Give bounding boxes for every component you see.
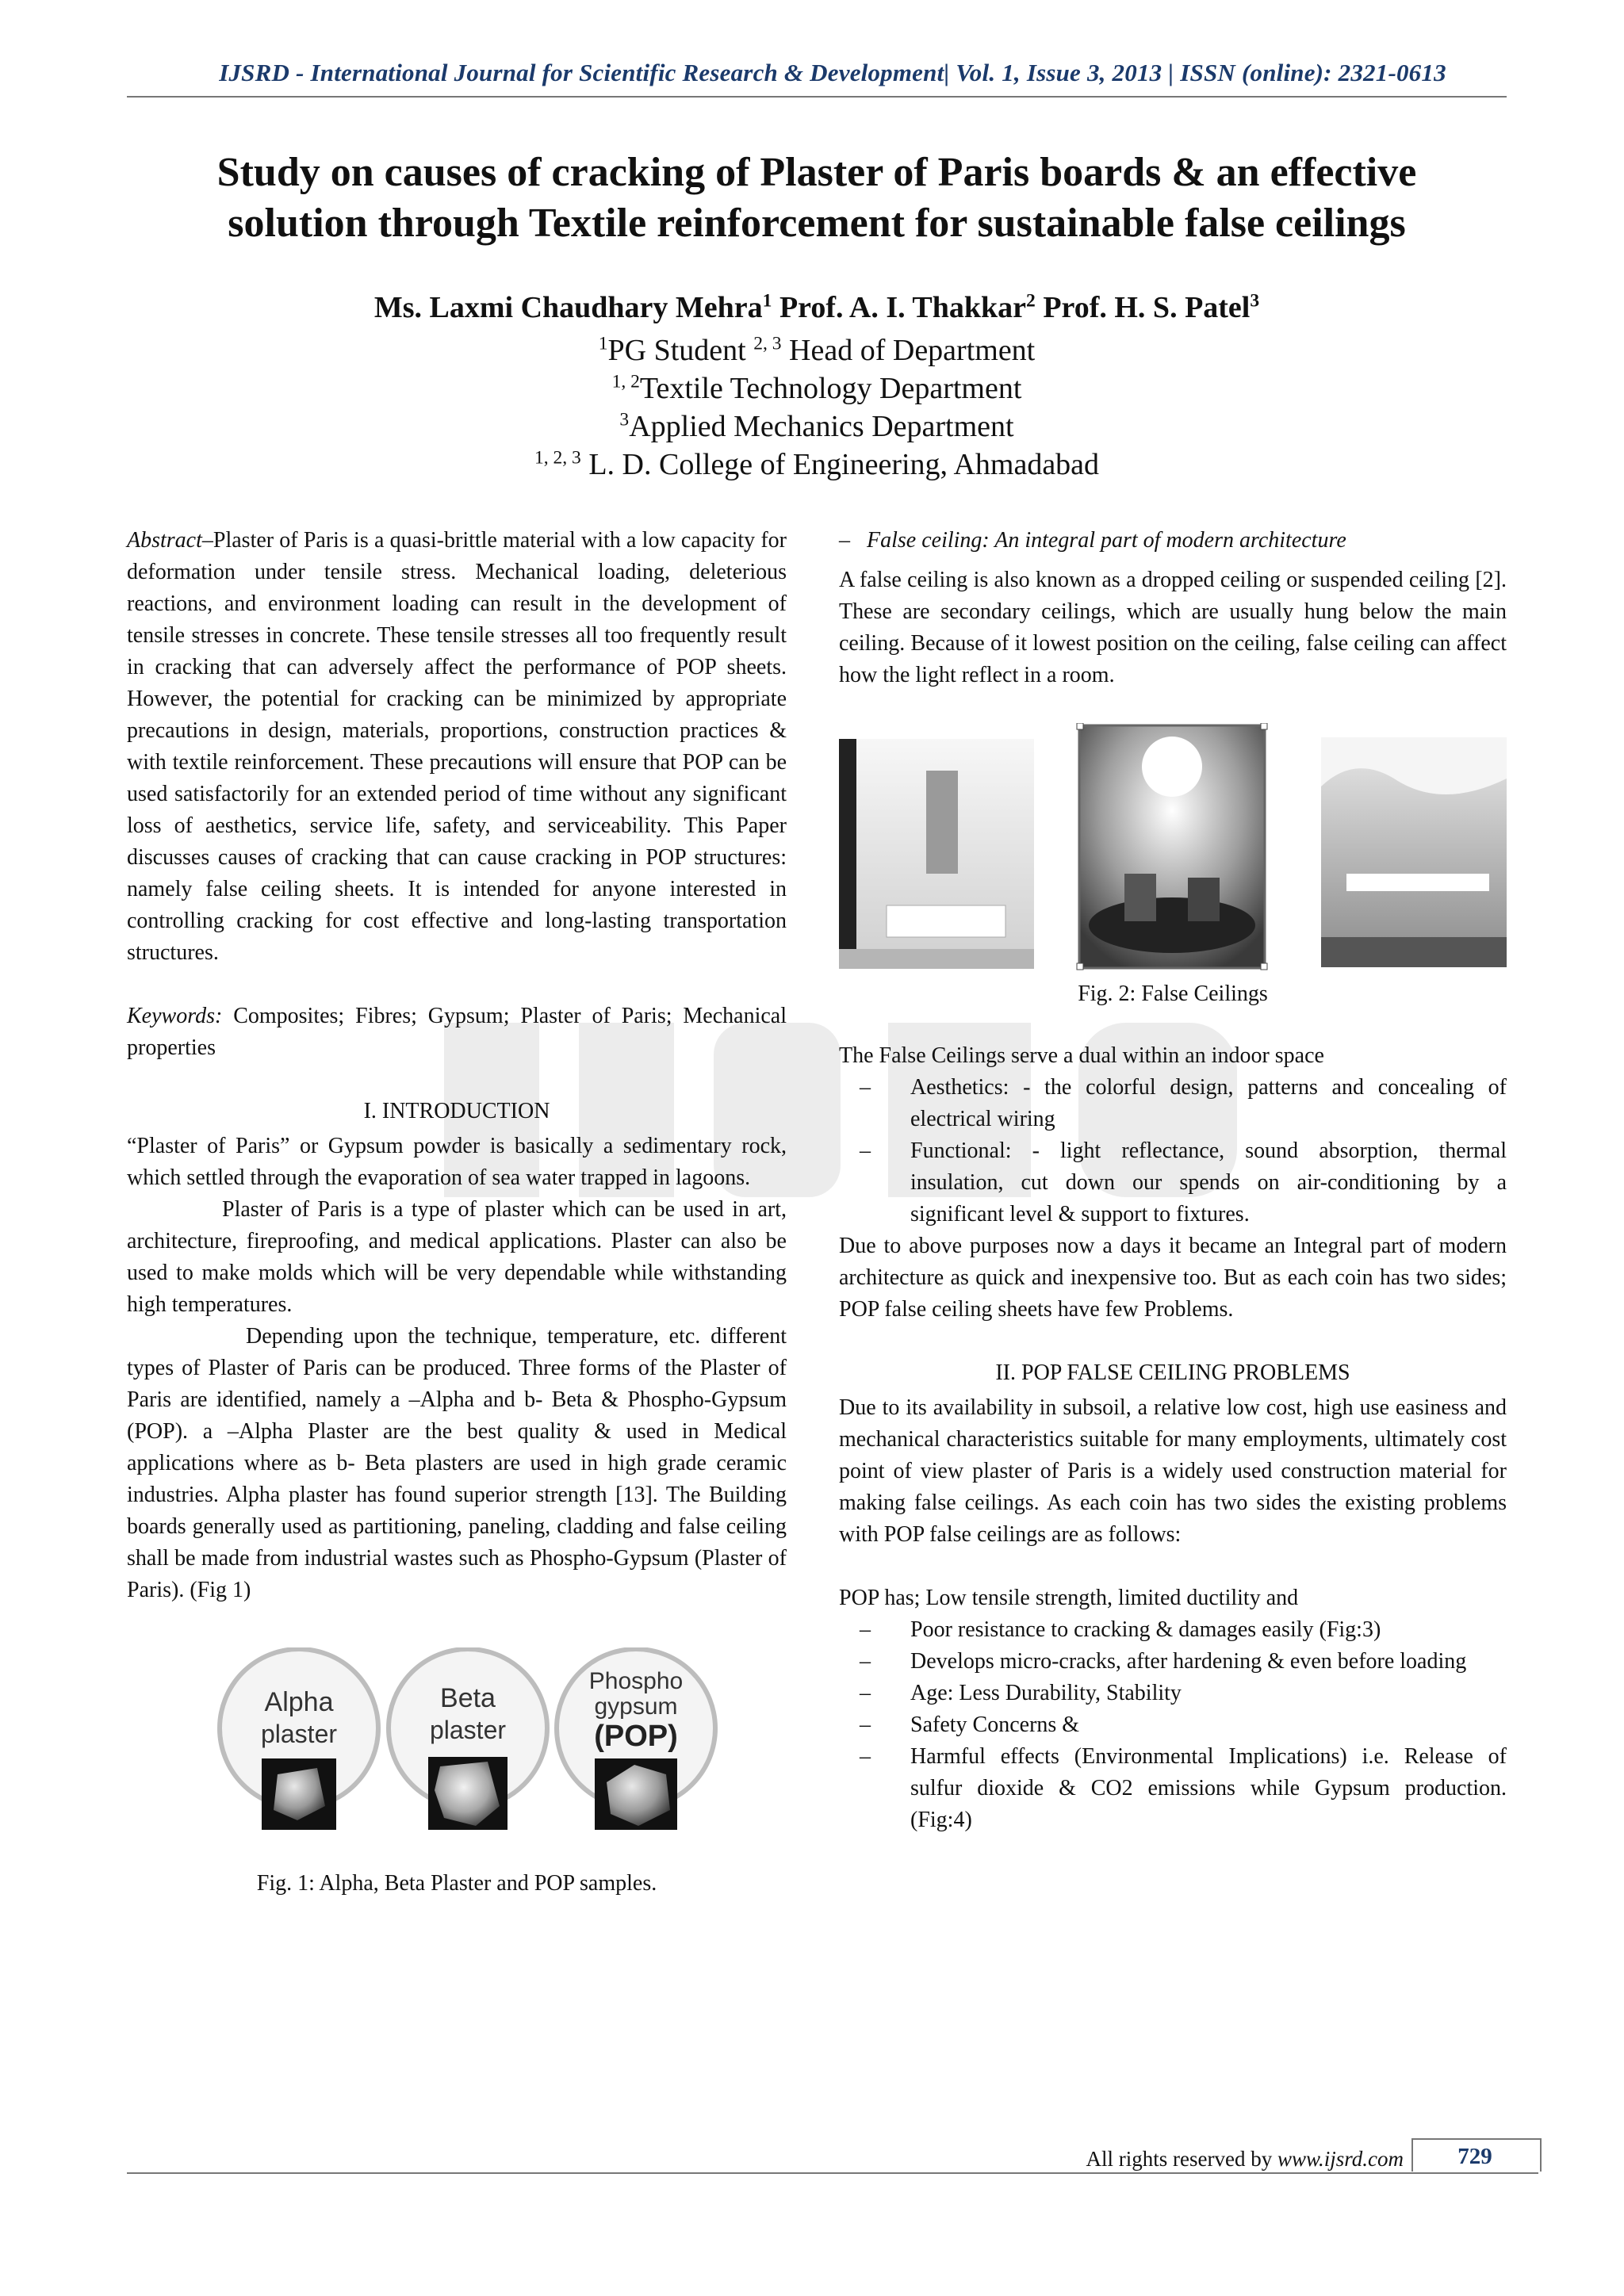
keywords-text: Composites; Fibres; Gypsum; Plaster of Paris; Mechanical properties: [127, 1004, 787, 1060]
list-dash: –: [860, 1649, 871, 1674]
list-item-text: Aesthetics: - the colorful design, patterns and concealing of electrical wiring: [910, 1075, 1507, 1131]
list-item-text: Harmful effects (Environmental Implications) i.e. Release of sulfur dioxide & CO2 emissions while Gypsum production. (Fig:4): [910, 1744, 1507, 1832]
list-dash: –: [860, 1744, 871, 1769]
footer-site-link[interactable]: www.ijsrd.com: [1277, 2147, 1404, 2171]
alpha-label-2: plaster: [260, 1720, 338, 1748]
author-3-sup: 3: [1250, 290, 1260, 312]
ceiling-photo-1-detail: [926, 771, 958, 874]
pop-label-2: gypsum: [594, 1693, 678, 1720]
beta-label-1: Beta: [440, 1683, 496, 1713]
figure-1-caption: Fig. 1: Alpha, Beta Plaster and POP samples.: [256, 1871, 657, 1896]
problem-list: [839, 1614, 1507, 1836]
footer-rights-text: All rights reserved by: [1086, 2147, 1277, 2171]
aff-sup: 1, 2, 3: [534, 447, 581, 469]
paragraph: Depending upon the technique, temperature, etc. different types of Plaster of Paris can be produced. Three forms of the Plaster of Paris are identified, namely a –Alpha and b- Beta & Phospho-Gypsum (POP). a –Alpha Plaster are the best quality & used in Medical applications where as b- Beta plasters are used in high grade ceramic industries. Alpha plaster has found superior strength [13]. The Building boards generally used as partitioning, paneling, cladding and false ceiling shall be made from industrial wastes such as Phospho-Gypsum (Plaster of Paris). (Fig 1): [127, 1324, 787, 1602]
list-item: [839, 1741, 1507, 1836]
paragraph: Due to above purposes now a days it became an Integral part of modern architecture as quick and inexpensive too. But as each coin has two sides; POP false ceiling sheets have few Problems.: [839, 1234, 1507, 1322]
abstract-text: –Plaster of Paris is a quasi-brittle material with a low capacity for deformation under tensile stress. Mechanical loading, deleterious reactions, and environment loading can result in the development of tensile stresses in concrete. These tensile stresses all too frequently result in cracking that can adversely affect the performance of POP sheets. However, the potential for cracking can be minimized by appropriate precautions in design, materials, proportions, construction practices & with textile reinforcement. These precautions will ensure that POP can be used satisfactorily for an extended period of time without any significant loss of aesthetics, service life, safety, and serviceability. This Paper discusses causes of cracking that can cause cracking in POP structures: namely false ceiling sheets. It is intended for anyone interested in controlling cracking for cost effective and long-lasting transportation structures.: [127, 528, 787, 965]
list-item: [839, 1709, 1507, 1741]
abstract: [127, 525, 787, 969]
selection-handle: [1077, 963, 1083, 970]
keywords-label: Keywords:: [127, 1004, 223, 1028]
subsection-heading: [839, 525, 1507, 557]
figure-2: [839, 723, 1507, 970]
journal-header: IJSRD - International Journal for Scientific Research & Development| Vol. 1, Issue 3, 2013 | ISSN (online): 2321-0613: [219, 59, 1446, 86]
ceiling-photo-3-detail: [1346, 874, 1489, 891]
paragraph: POP has; Low tensile strength, limited ductility and: [839, 1586, 1299, 1610]
aff-sup: 2, 3: [753, 333, 782, 354]
list-item: [839, 1072, 1507, 1135]
author-2-sup: 2: [1026, 290, 1036, 312]
keywords: [127, 1001, 787, 1064]
author-1-sup: 1: [762, 290, 772, 312]
list-item: [839, 1135, 1507, 1230]
pop-label-3: (POP): [594, 1720, 678, 1753]
affiliation-line-1: [127, 333, 1507, 368]
affiliation-line-3: [127, 409, 1507, 444]
figure-1: [127, 1647, 787, 1846]
author-1: Ms. Laxmi Chaudhary Mehra: [373, 291, 763, 324]
subsection-dash: –: [839, 528, 850, 553]
section-heading-problems: II. POP FALSE CEILING PROBLEMS: [995, 1360, 1350, 1385]
footer-rule: [127, 2172, 1538, 2174]
right-column: [839, 525, 1507, 1836]
paragraph: “Plaster of Paris” or Gypsum powder is basically a sedimentary rock, which settled through the evaporation of sea water trapped in lagoons.: [127, 1134, 787, 1190]
figure-1-samples-image: [127, 1647, 787, 1846]
paper-title: [127, 147, 1507, 249]
list-item: [839, 1678, 1507, 1709]
beta-label-2: plaster: [429, 1716, 507, 1744]
ceiling-photo-3-detail: [1321, 937, 1507, 967]
list-item-text: Develops micro-cracks, after hardening & even before loading: [910, 1649, 1467, 1674]
affiliation-line-4: [127, 447, 1507, 482]
list-item-text: Age: Less Durability, Stability: [910, 1681, 1182, 1705]
aff-text: Head of Department: [789, 334, 1036, 367]
author-2: Prof. A. I. Thakkar: [779, 291, 1027, 324]
paragraph: A false ceiling is also known as a dropped ceiling or suspended ceiling [2]. These are secondary ceilings, which are usually hung below the main ceiling. Because of it lowest position on the ceiling, false ceiling can affect how the light reflect in a room.: [839, 568, 1507, 687]
alpha-label-1: Alpha: [264, 1687, 334, 1717]
aff-sup: 1: [598, 333, 608, 354]
ceiling-photo-1-detail: [887, 905, 1005, 937]
list-dash: –: [860, 1617, 871, 1642]
aff-sup: 1, 2: [611, 371, 640, 392]
author-3: Prof. H. S. Patel: [1043, 291, 1251, 324]
pop-label-1: Phospho: [588, 1668, 684, 1694]
ceiling-photo-2-detail: [1142, 737, 1202, 797]
section-heading-introduction: I. INTRODUCTION: [363, 1099, 550, 1123]
paragraph: The False Ceilings serve a dual within an indoor space: [839, 1043, 1324, 1068]
ceiling-photo-2-detail: [1089, 897, 1255, 953]
list-item-text: Functional: - light reflectance, sound absorption, thermal insulation, cut down our spends on air-conditioning by a significant level & support to fixtures.: [910, 1138, 1507, 1226]
affiliation-line-2: [127, 371, 1507, 406]
paragraph: Plaster of Paris is a type of plaster which can be used in art, architecture, fireproofing, and medical applications. Plaster can also be used to make molds which will be very dependable while withstanding high temperatures.: [127, 1197, 787, 1317]
list-item: [839, 1614, 1507, 1646]
list-dash: –: [860, 1681, 871, 1705]
aff-text: Applied Mechanics Department: [629, 410, 1014, 443]
ceiling-photo-2-detail: [1124, 874, 1156, 921]
list-item-text: Poor resistance to cracking & damages easily (Fig:3): [910, 1617, 1381, 1642]
subsection-heading-text: False ceiling: An integral part of modern architecture: [867, 528, 1346, 553]
title-line-1: Study on causes of cracking of Plaster of Paris boards & an effective: [216, 150, 1417, 195]
purpose-list: [839, 1072, 1507, 1230]
aff-sup: 3: [619, 409, 630, 430]
list-dash: –: [860, 1075, 871, 1100]
list-dash: –: [860, 1712, 871, 1737]
ceiling-photo-1-detail: [839, 739, 856, 969]
abstract-label: Abstract: [127, 528, 202, 553]
list-item-text: Safety Concerns &: [910, 1712, 1080, 1737]
left-column: [127, 525, 787, 1900]
aff-text: PG Student: [607, 334, 746, 367]
footer-rights: [1031, 2147, 1404, 2172]
list-item: [839, 1646, 1507, 1678]
figure-2-false-ceilings-image: [839, 723, 1507, 970]
author-line: [127, 290, 1507, 325]
page-number: 729: [1457, 2144, 1492, 2169]
title-line-2: solution through Textile reinforcement for sustainable false ceilings: [228, 201, 1406, 246]
aff-text: L. D. College of Engineering, Ahmadabad: [588, 448, 1100, 481]
selection-handle: [1261, 723, 1267, 729]
figure-2-caption: Fig. 2: False Ceilings: [1078, 982, 1268, 1006]
selection-handle: [1077, 723, 1083, 729]
list-dash: –: [860, 1138, 871, 1163]
ceiling-photo-2-detail: [1188, 878, 1220, 921]
paragraph: Due to its availability in subsoil, a relative low cost, high use easiness and mechanical characteristics suitable for many employments, ultimately cost point of view plaster of Paris is a widely used construction material for making false ceilings. As each coin has two sides the existing problems with POP false ceilings are as follows:: [839, 1395, 1507, 1547]
header-rule: [127, 96, 1507, 98]
ceiling-photo-1-detail: [839, 949, 1034, 969]
aff-text: Textile Technology Department: [639, 372, 1022, 405]
selection-handle: [1261, 963, 1267, 970]
